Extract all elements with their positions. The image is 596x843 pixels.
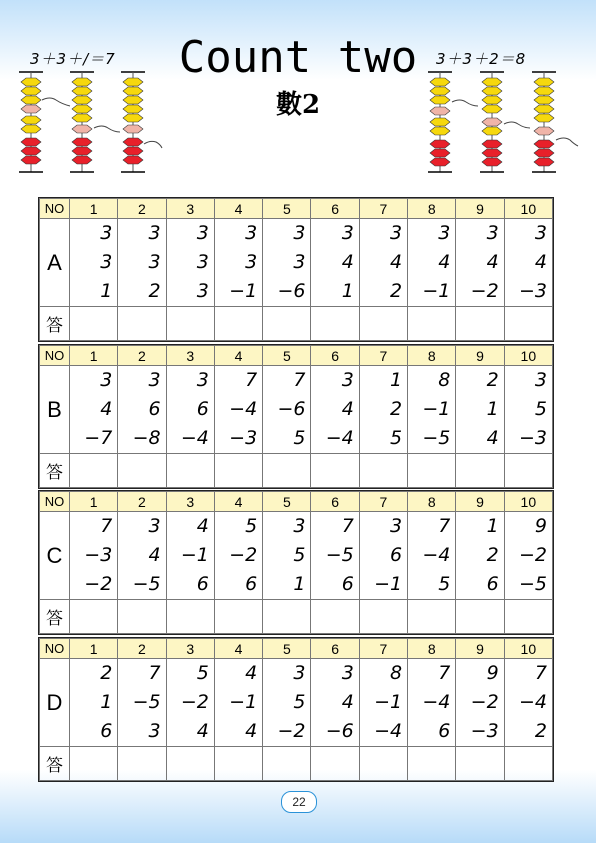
operand: 3 <box>196 369 209 391</box>
answer-cell[interactable] <box>456 747 504 781</box>
problem-cell <box>70 659 118 747</box>
operand: 3 <box>148 369 161 391</box>
operand: 5 <box>534 398 547 420</box>
operand: 7 <box>293 369 306 391</box>
column-header: 5 <box>263 639 311 659</box>
operand: 6 <box>438 720 451 742</box>
problem-cell <box>166 659 214 747</box>
operand: 3 <box>245 251 258 273</box>
operand: −6 <box>277 398 306 420</box>
answer-cell[interactable] <box>263 600 311 634</box>
column-header: 3 <box>166 492 214 512</box>
answer-cell[interactable] <box>214 307 262 341</box>
operand: −8 <box>132 427 161 449</box>
answer-cell[interactable] <box>408 307 456 341</box>
operand: 7 <box>341 515 354 537</box>
answer-cell[interactable] <box>456 307 504 341</box>
no-label: NO <box>40 492 70 512</box>
column-header: 9 <box>456 492 504 512</box>
operand: 2 <box>486 369 499 391</box>
section-a-table <box>38 197 554 342</box>
operand: 3 <box>486 222 499 244</box>
operand: 3 <box>100 222 113 244</box>
column-header: 2 <box>118 199 166 219</box>
no-label: NO <box>40 639 70 659</box>
problem-cell <box>408 512 456 600</box>
answer-cell[interactable] <box>118 600 166 634</box>
section-d-table <box>38 637 554 782</box>
problem-cell <box>263 659 311 747</box>
column-header: 4 <box>214 346 262 366</box>
problem-cell <box>70 512 118 600</box>
operand: 2 <box>389 398 403 420</box>
operand: 6 <box>245 573 258 595</box>
answer-cell[interactable] <box>311 747 359 781</box>
problem-cell <box>311 659 359 747</box>
column-header: 9 <box>456 199 504 219</box>
operand: 1 <box>486 515 499 537</box>
operand: 2 <box>534 720 547 742</box>
answer-cell[interactable] <box>263 307 311 341</box>
operand: 5 <box>293 691 306 713</box>
operand: 1 <box>389 369 403 391</box>
answer-cell[interactable] <box>118 307 166 341</box>
operand: 7 <box>100 515 113 537</box>
problem-cell <box>408 219 456 307</box>
operand: 7 <box>148 662 161 684</box>
column-header: 8 <box>408 639 456 659</box>
operand: 3 <box>534 369 547 391</box>
operand: 4 <box>341 251 354 273</box>
operand: −1 <box>180 544 209 566</box>
operand: 3 <box>148 251 161 273</box>
answer-cell[interactable] <box>359 307 407 341</box>
operand: 8 <box>438 369 451 391</box>
operand: −6 <box>325 720 354 742</box>
operand: 3 <box>438 222 451 244</box>
operand: 5 <box>245 515 258 537</box>
operand: −1 <box>422 398 451 420</box>
problem-cell <box>311 366 359 454</box>
answer-cell[interactable] <box>456 600 504 634</box>
operand: 7 <box>245 369 258 391</box>
answer-cell[interactable] <box>311 454 359 488</box>
problem-cell <box>504 659 552 747</box>
operand: −3 <box>229 427 258 449</box>
column-header: 3 <box>166 346 214 366</box>
operand: 3 <box>341 662 354 684</box>
answer-cell[interactable] <box>70 600 118 634</box>
operand: 4 <box>486 251 499 273</box>
column-header: 8 <box>408 346 456 366</box>
problem-cell <box>118 366 166 454</box>
column-header: 7 <box>359 199 407 219</box>
column-header: 4 <box>214 492 262 512</box>
operand: 3 <box>293 222 306 244</box>
answer-cell[interactable] <box>166 307 214 341</box>
operand: 6 <box>486 573 499 595</box>
operand: 9 <box>486 662 499 684</box>
left-abacus-icon <box>14 70 164 178</box>
operand: 5 <box>438 573 451 595</box>
operand: 1 <box>486 398 499 420</box>
operand: 4 <box>196 515 209 537</box>
operand: 3 <box>341 222 354 244</box>
operand: −2 <box>518 544 547 566</box>
table-header-row <box>40 346 553 366</box>
column-header: 7 <box>359 346 407 366</box>
answer-cell[interactable] <box>504 747 552 781</box>
problem-cell <box>359 659 407 747</box>
problem-cell <box>166 219 214 307</box>
operand: −7 <box>84 427 113 449</box>
operand: 4 <box>196 720 209 742</box>
answer-cell[interactable] <box>263 747 311 781</box>
right-abacus-icon <box>424 70 584 178</box>
operand: −1 <box>229 280 258 302</box>
operand: −1 <box>229 691 258 713</box>
problem-cell <box>311 219 359 307</box>
column-header: 6 <box>311 199 359 219</box>
operand: 4 <box>534 251 547 273</box>
left-equation: 3＋3＋/＝7 <box>30 50 116 68</box>
problem-cell <box>166 366 214 454</box>
operand: 3 <box>293 251 306 273</box>
operand: 1 <box>341 280 354 302</box>
operand: −2 <box>229 544 258 566</box>
operand: −3 <box>518 280 547 302</box>
operand: 3 <box>100 251 113 273</box>
column-header: 1 <box>70 639 118 659</box>
operand: 7 <box>438 662 451 684</box>
operand: 3 <box>148 222 161 244</box>
operand: −3 <box>518 427 547 449</box>
operand: −4 <box>422 544 451 566</box>
operand: 1 <box>100 280 113 302</box>
operand: −3 <box>84 544 113 566</box>
operand: 6 <box>196 398 209 420</box>
answer-cell[interactable] <box>408 747 456 781</box>
section-label: D <box>40 659 70 747</box>
table-header-row <box>40 199 553 219</box>
answer-cell[interactable] <box>359 454 407 488</box>
column-header: 7 <box>359 639 407 659</box>
operand: −5 <box>325 544 354 566</box>
column-header: 10 <box>504 492 552 512</box>
operand: 5 <box>293 427 306 449</box>
problem-cell <box>456 219 504 307</box>
column-header: 6 <box>311 639 359 659</box>
page-number: 22 <box>281 791 317 813</box>
operand: 4 <box>100 398 113 420</box>
answer-label: 答 <box>40 747 70 781</box>
operand: 6 <box>389 544 403 566</box>
column-header: 10 <box>504 639 552 659</box>
operand: 7 <box>438 515 451 537</box>
column-header: 6 <box>311 492 359 512</box>
section-c-table <box>38 490 554 635</box>
problem-row <box>40 366 553 454</box>
answer-cell[interactable] <box>214 454 262 488</box>
answer-cell[interactable] <box>166 454 214 488</box>
right-equation: 3＋3＋2＝8 <box>436 50 527 68</box>
column-header: 1 <box>70 199 118 219</box>
operand: 5 <box>196 662 209 684</box>
operand: 3 <box>100 369 113 391</box>
operand: 5 <box>293 544 306 566</box>
problem-cell <box>263 366 311 454</box>
answer-cell[interactable] <box>214 747 262 781</box>
problem-cell <box>70 219 118 307</box>
operand: −4 <box>229 398 258 420</box>
column-header: 6 <box>311 346 359 366</box>
answer-cell[interactable] <box>214 600 262 634</box>
operand: 4 <box>438 251 451 273</box>
operand: −4 <box>180 427 209 449</box>
column-header: 9 <box>456 346 504 366</box>
operand: 6 <box>341 573 354 595</box>
section-label: A <box>40 219 70 307</box>
answer-cell[interactable] <box>263 454 311 488</box>
column-header: 10 <box>504 199 552 219</box>
problem-cell <box>263 219 311 307</box>
operand: 3 <box>245 222 258 244</box>
page-title: Count two <box>178 32 418 83</box>
answer-cell[interactable] <box>504 307 552 341</box>
answer-cell[interactable] <box>408 454 456 488</box>
problem-cell <box>263 512 311 600</box>
table-header-row <box>40 492 553 512</box>
problem-cell <box>408 659 456 747</box>
page-subtitle: 數2 <box>275 90 321 120</box>
operand: 3 <box>534 222 547 244</box>
operand: −1 <box>374 691 403 713</box>
operand: −4 <box>422 691 451 713</box>
problem-cell <box>214 219 262 307</box>
operand: −2 <box>84 573 113 595</box>
problem-cell <box>311 512 359 600</box>
operand: 4 <box>341 398 354 420</box>
operand: 9 <box>534 515 547 537</box>
answer-cell[interactable] <box>118 747 166 781</box>
answer-cell[interactable] <box>456 454 504 488</box>
problem-cell <box>504 219 552 307</box>
problem-cell <box>408 366 456 454</box>
problem-cell <box>118 219 166 307</box>
answer-label: 答 <box>40 600 70 634</box>
answer-cell[interactable] <box>359 600 407 634</box>
answer-row <box>40 454 553 488</box>
problem-cell <box>359 512 407 600</box>
operand: 3 <box>293 515 306 537</box>
operand: 2 <box>486 544 499 566</box>
operand: −5 <box>132 573 161 595</box>
operand: 1 <box>293 573 306 595</box>
operand: −1 <box>422 280 451 302</box>
operand: 3 <box>196 251 209 273</box>
problem-cell <box>70 366 118 454</box>
operand: 8 <box>389 662 403 684</box>
answer-label: 答 <box>40 454 70 488</box>
column-header: 8 <box>408 492 456 512</box>
column-header: 1 <box>70 346 118 366</box>
column-header: 7 <box>359 492 407 512</box>
column-header: 4 <box>214 199 262 219</box>
problem-row <box>40 512 553 600</box>
operand: 7 <box>534 662 547 684</box>
problem-cell <box>214 659 262 747</box>
answer-cell[interactable] <box>408 600 456 634</box>
problem-cell <box>504 512 552 600</box>
operand: −6 <box>277 280 306 302</box>
operand: 3 <box>148 720 161 742</box>
answer-cell[interactable] <box>359 747 407 781</box>
answer-row <box>40 307 553 341</box>
operand: 1 <box>100 691 113 713</box>
column-header: 2 <box>118 492 166 512</box>
column-header: 8 <box>408 199 456 219</box>
operand: −1 <box>374 573 403 595</box>
problem-cell <box>214 366 262 454</box>
section-label: C <box>40 512 70 600</box>
operand: −2 <box>470 280 499 302</box>
operand: −2 <box>277 720 306 742</box>
column-header: 9 <box>456 639 504 659</box>
column-header: 2 <box>118 639 166 659</box>
answer-cell[interactable] <box>70 454 118 488</box>
column-header: 10 <box>504 346 552 366</box>
operand: 4 <box>148 544 161 566</box>
answer-cell[interactable] <box>70 747 118 781</box>
answer-cell[interactable] <box>311 600 359 634</box>
operand: 4 <box>486 427 499 449</box>
column-header: 4 <box>214 639 262 659</box>
answer-cell[interactable] <box>504 454 552 488</box>
operand: 6 <box>100 720 113 742</box>
problem-row <box>40 219 553 307</box>
problem-cell <box>214 512 262 600</box>
operand: −5 <box>132 691 161 713</box>
answer-cell[interactable] <box>311 307 359 341</box>
operand: 4 <box>245 720 258 742</box>
no-label: NO <box>40 199 70 219</box>
problem-cell <box>118 512 166 600</box>
operand: 2 <box>100 662 113 684</box>
operand: 2 <box>389 280 403 302</box>
operand: 3 <box>389 222 403 244</box>
operand: 6 <box>148 398 161 420</box>
problem-cell <box>456 659 504 747</box>
answer-cell[interactable] <box>166 600 214 634</box>
column-header: 3 <box>166 199 214 219</box>
answer-row <box>40 600 553 634</box>
section-label: B <box>40 366 70 454</box>
operand: −5 <box>518 573 547 595</box>
section-b-table <box>38 344 554 489</box>
table-header-row <box>40 639 553 659</box>
operand: −5 <box>422 427 451 449</box>
operand: 3 <box>341 369 354 391</box>
operand: 6 <box>196 573 209 595</box>
answer-label: 答 <box>40 307 70 341</box>
operand: −3 <box>470 720 499 742</box>
operand: −2 <box>470 691 499 713</box>
operand: −4 <box>325 427 354 449</box>
column-header: 5 <box>263 199 311 219</box>
operand: 3 <box>389 515 403 537</box>
operand: 5 <box>389 427 403 449</box>
operand: 3 <box>293 662 306 684</box>
operand: 3 <box>196 280 209 302</box>
problem-row <box>40 659 553 747</box>
answer-cell[interactable] <box>70 307 118 341</box>
answer-row <box>40 747 553 781</box>
answer-cell[interactable] <box>166 747 214 781</box>
column-header: 5 <box>263 492 311 512</box>
answer-cell[interactable] <box>118 454 166 488</box>
problem-cell <box>166 512 214 600</box>
no-label: NO <box>40 346 70 366</box>
column-header: 2 <box>118 346 166 366</box>
column-header: 3 <box>166 639 214 659</box>
problem-cell <box>359 219 407 307</box>
operand: −4 <box>374 720 403 742</box>
problem-cell <box>456 512 504 600</box>
operand: 4 <box>389 251 403 273</box>
column-header: 5 <box>263 346 311 366</box>
operand: −4 <box>518 691 547 713</box>
operand: 3 <box>196 222 209 244</box>
operand: −2 <box>180 691 209 713</box>
problem-cell <box>359 366 407 454</box>
operand: 3 <box>148 515 161 537</box>
operand: 4 <box>341 691 354 713</box>
problem-cell <box>504 366 552 454</box>
answer-cell[interactable] <box>504 600 552 634</box>
operand: 4 <box>245 662 258 684</box>
column-header: 1 <box>70 492 118 512</box>
problem-cell <box>118 659 166 747</box>
problem-cell <box>456 366 504 454</box>
operand: 2 <box>148 280 161 302</box>
